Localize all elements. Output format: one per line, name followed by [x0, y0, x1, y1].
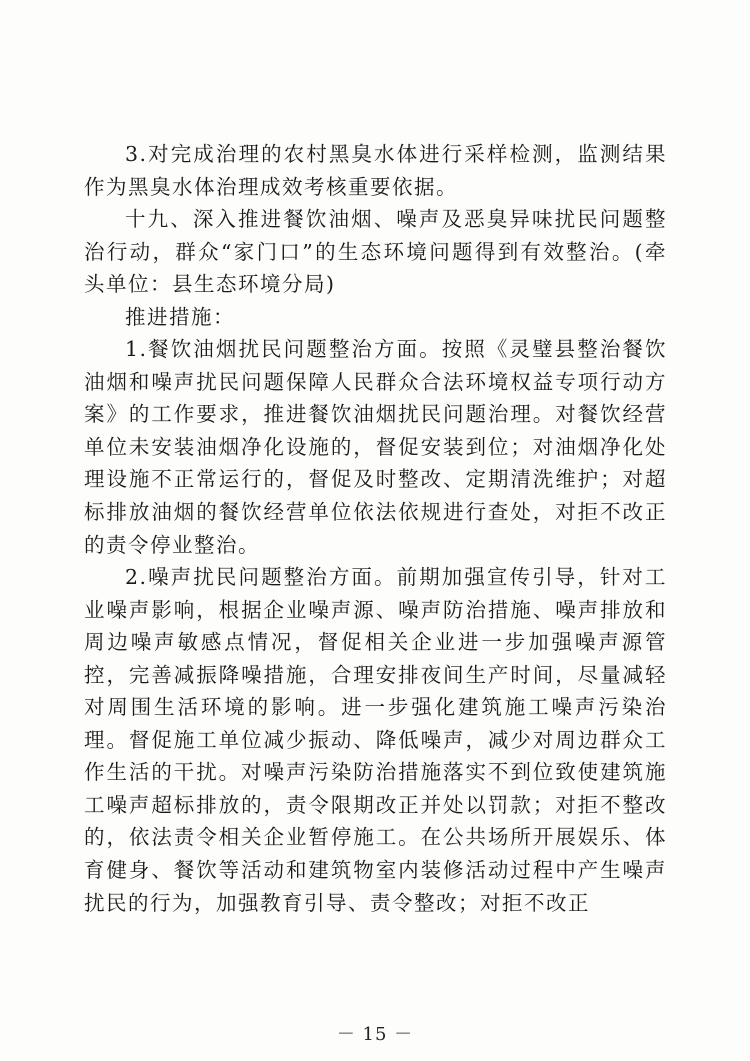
paragraph-sampling-inspection: 3.对完成治理的农村黑臭水体进行采样检测，监测结果作为黑臭水体治理成效考核重要依据。	[84, 142, 667, 199]
paragraph-noise: 2.噪声扰民问题整治方面。前期加强宣传引导，针对工业噪声影响，根据企业噪声源、噪声防治措施、噪声排放和周边噪声敏感点情况，督促相关企业进一步加强噪声源管控，完善减振降噪措施，合理安排夜间生产时间，尽量减轻对周围生活环境的影响。进一步强化建筑施工噪声污染治理。督促施工单位减少振动、降低噪声，减少对周边群众工作生活的干扰。对噪声污染防治措施落实不到位致使建筑施工噪声超标排放的，责令限期改正并处以罚款；对拒不整改的，依法责令相关企业暂停施工。在公共场所开展娱乐、体育健身、餐饮等活动和建筑物室内装修活动过程中产生噪声扰民的行为，加强教育引导、责令整改；对拒不改正	[84, 565, 667, 915]
body-text	[84, 138, 667, 919]
section-heading-nineteen: 十九、深入推进餐饮油烟、噪声及恶臭异味扰民问题整治行动，群众“家门口”的生态环境问题得到有效整治。(牵头单位：县生态环境分局)	[84, 207, 667, 297]
page-number: － 15 －	[336, 1024, 414, 1045]
measures-label: 推进措施：	[125, 304, 235, 329]
paragraph-cooking-fumes: 1.餐饮油烟扰民问题整治方面。按照《灵璧县整治餐饮油烟和噪声扰民问题保障人民群众合法环境权益专项行动方案》的工作要求，推进餐饮油烟扰民问题治理。对餐饮经营单位未安装油烟净化设施的，督促安装到位；对油烟净化处理设施不正常运行的，督促及时整改、定期清洗维护；对超标排放油烟的餐饮经营单位依法依规进行查处，对拒不改正的责令停业整治。	[84, 337, 667, 557]
